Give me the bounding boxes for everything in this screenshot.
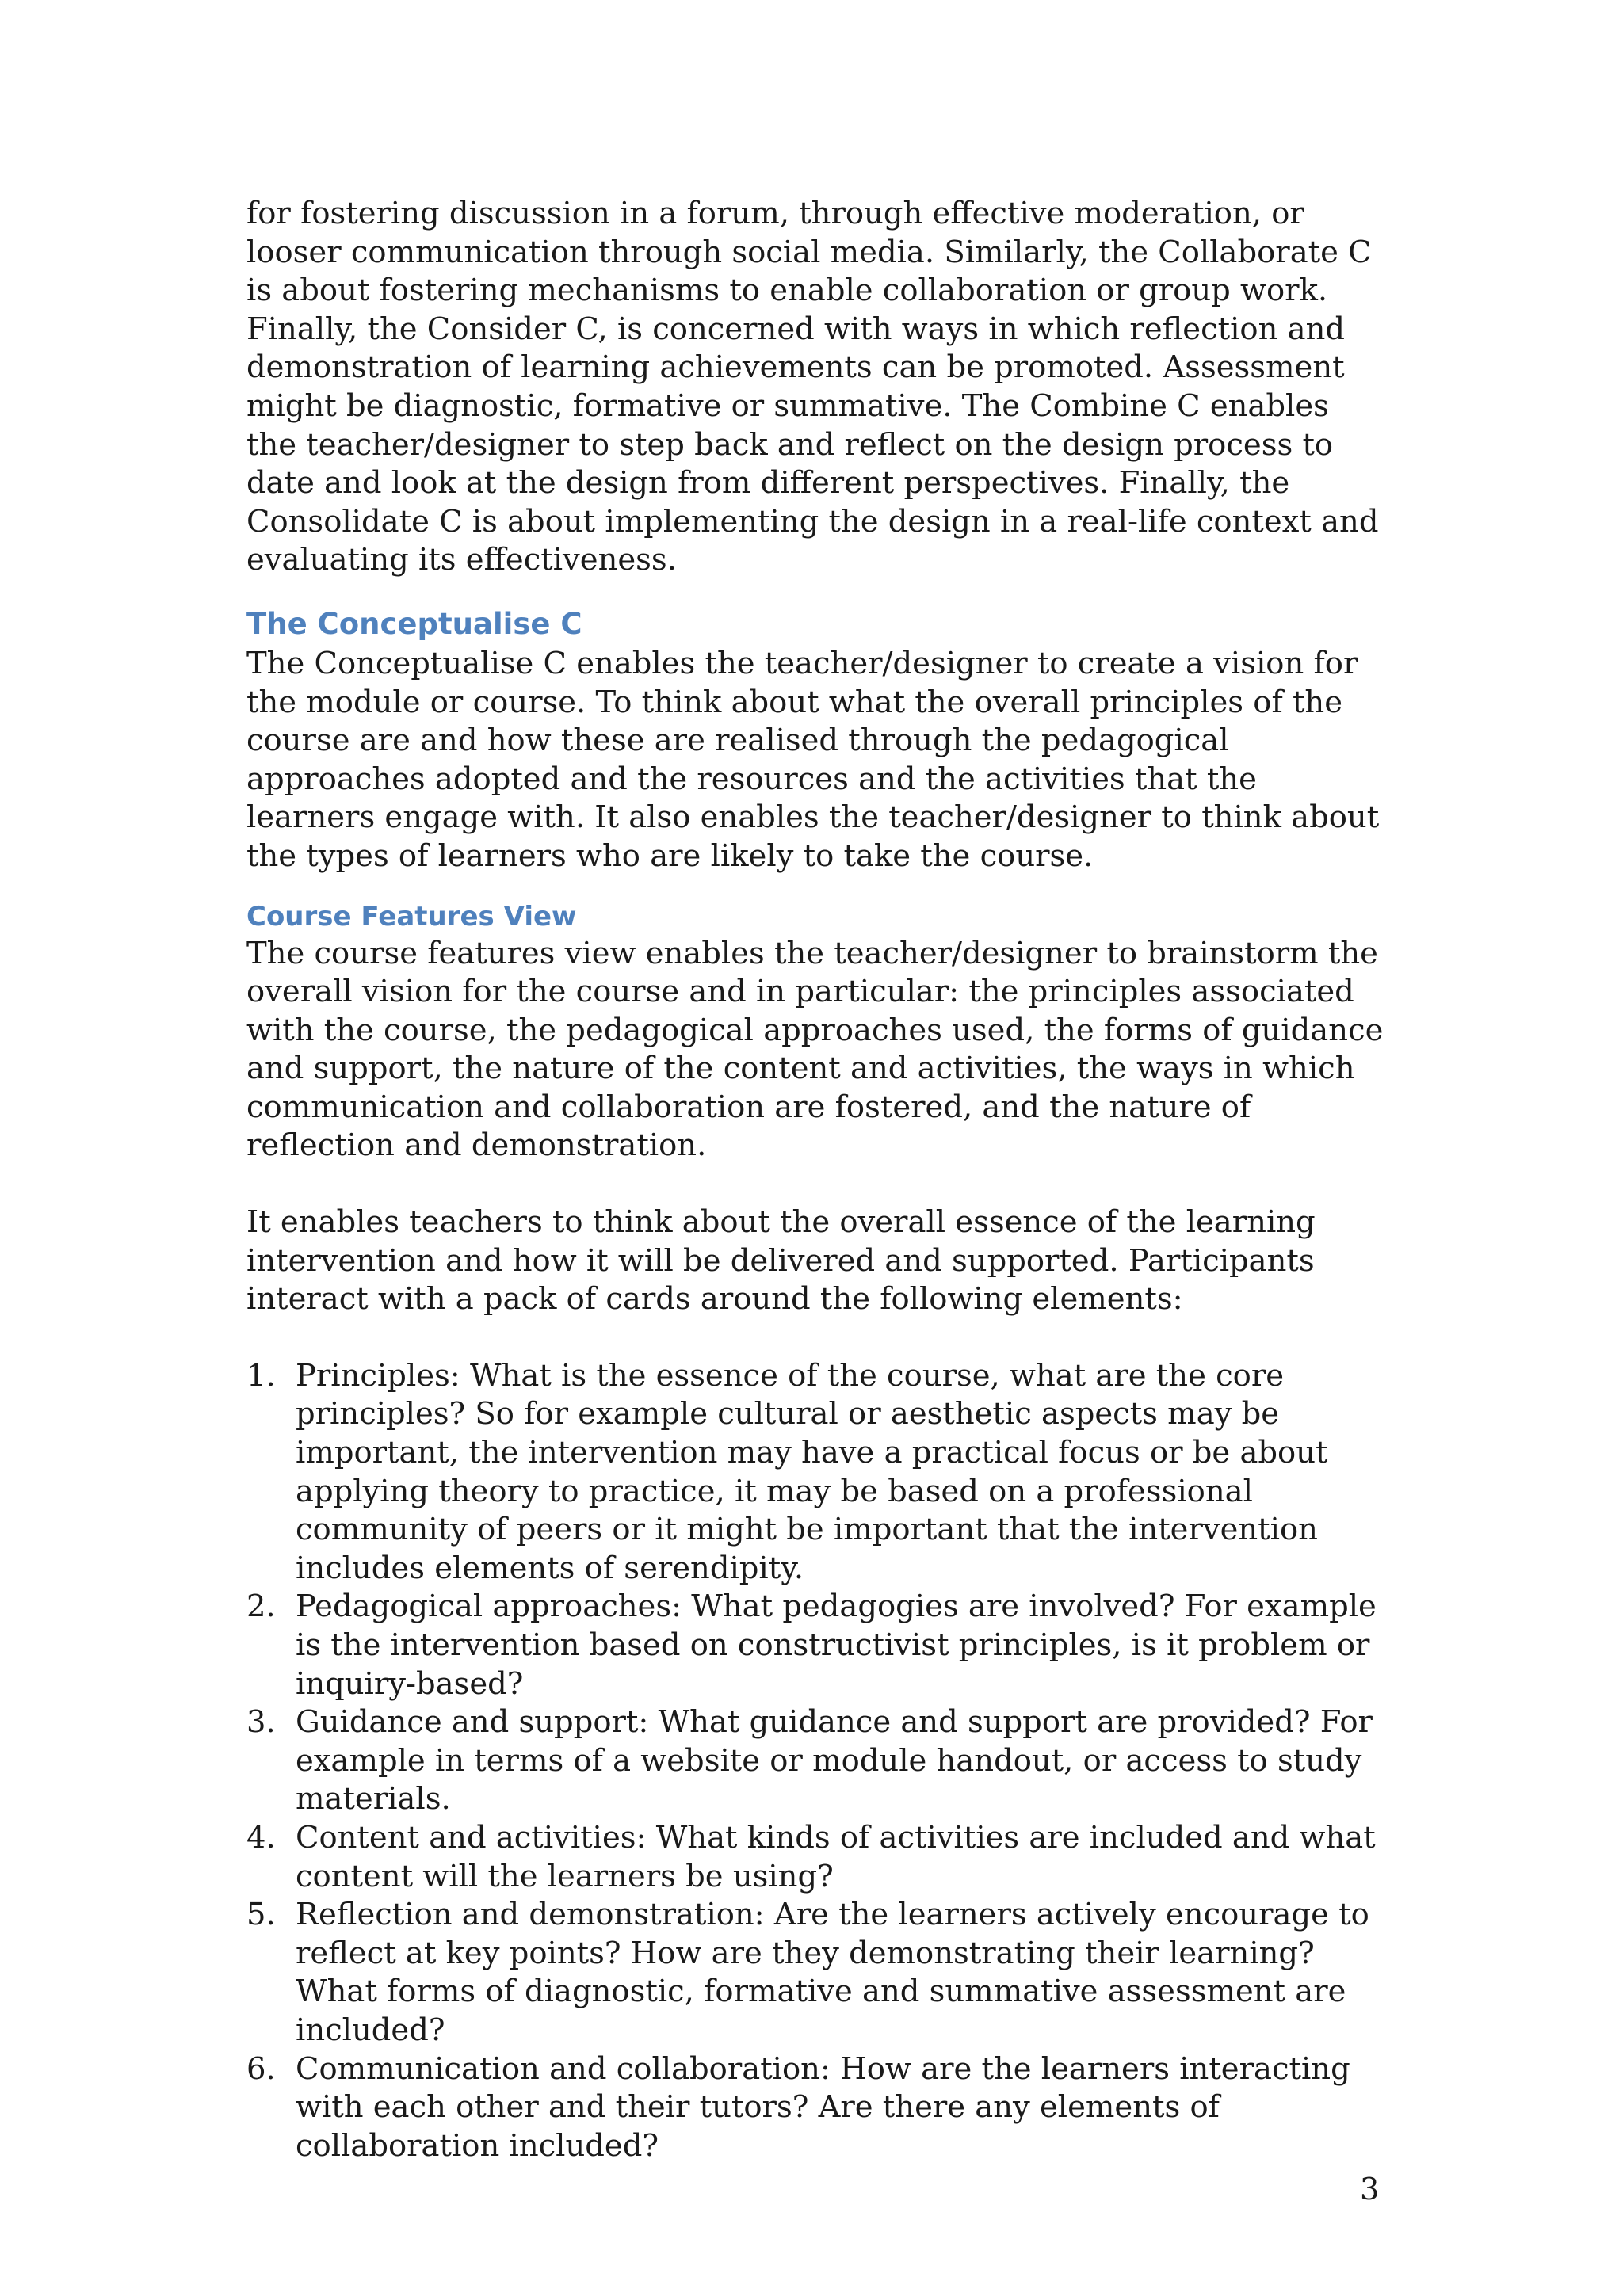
- list-item: [246, 1588, 1388, 1703]
- list-item: [246, 1357, 1388, 1589]
- intro-paragraph: for fostering discussion in a forum, through effective moderation, or looser communication through social media. Similarly, the Collaborate C is about fostering mechanisms to enable collaboration or group work. Finally, the Consider C, is concerned with ways in which reflection and demonstration of learning achievements can be promoted. Assessment might be diagnostic, formative or summative. The Combine C enables the teacher/designer to step back and reflect on the design process to date and look at the design from different perspectives. Finally, the Consolidate C is about implementing the design in a real-life context and evaluating its effectiveness.: [246, 196, 1379, 578]
- list-item-number: 1.: [246, 1357, 276, 1394]
- elements-list: [246, 1357, 1388, 2165]
- list-item-text: Communication and collaboration: How are the learners interacting with each other and their tutors? Are there any elements of collaboration included?: [296, 2050, 1350, 2164]
- list-item: [246, 1896, 1388, 2050]
- page-number: 3: [1360, 2172, 1380, 2207]
- list-item-text: Guidance and support: What guidance and support are provided? For example in terms of a website or module handout, or access to study materials.: [296, 1704, 1373, 1817]
- list-item-number: 4.: [246, 1819, 276, 1855]
- subsection-paragraph-2: It enables teachers to think about the overall essence of the learning intervention and how it will be delivered and supported. Participants interact with a pack of cards around the following elements:: [246, 1204, 1316, 1318]
- list-item: [246, 1703, 1388, 1819]
- list-item: [246, 2050, 1388, 2166]
- list-item-text: Reflection and demonstration: Are the learners actively encourage to reflect at key points? How are they demonstrating their learning? What forms of diagnostic, formative and summative assessment are included?: [296, 1897, 1369, 2048]
- subsection-heading: Course Features View: [246, 900, 577, 933]
- list-item-text: Pedagogical approaches: What pedagogies are involved? For example is the intervention based on constructivist principles, is it problem or inquiry-based?: [296, 1589, 1377, 1702]
- list-item-text: Principles: What is the essence of the course, what are the core principles? So for example cultural or aesthetic aspects may be important, the intervention may have a practical focus or be about applying theory to practice, it may be based on a professional community of peers or it might be important that the intervention includes elements of serendipity.: [296, 1357, 1328, 1586]
- list-item-number: 2.: [246, 1589, 276, 1625]
- section-paragraph: The Conceptualise C enables the teacher/designer to create a vision for the module or course. To think about what the overall principles of the course are and how these are realised through the pedagogical approaches adopted and the resources and the activities that the learners engage with. It also enables the teacher/designer to think about the types of learners who are likely to take the course.: [246, 645, 1380, 874]
- list-item: [246, 1819, 1388, 1896]
- subsection-paragraph-1: The course features view enables the teacher/designer to brainstorm the overall vision for the course and in particular: the principles associated with the course, the pedagogical approaches used, the forms of guidance and support, the nature of the content and activities, the ways in which communication and collaboration are fostered, and the nature of reflection and demonstration.: [246, 935, 1384, 1164]
- document-page: [246, 195, 1388, 2165]
- list-item-text: Content and activities: What kinds of activities are included and what content will the learners be using?: [296, 1819, 1376, 1894]
- section-heading: The Conceptualise C: [246, 606, 582, 641]
- list-item-number: 5.: [246, 1897, 276, 1933]
- list-item-number: 3.: [246, 1704, 276, 1741]
- list-item-number: 6.: [246, 2050, 276, 2087]
